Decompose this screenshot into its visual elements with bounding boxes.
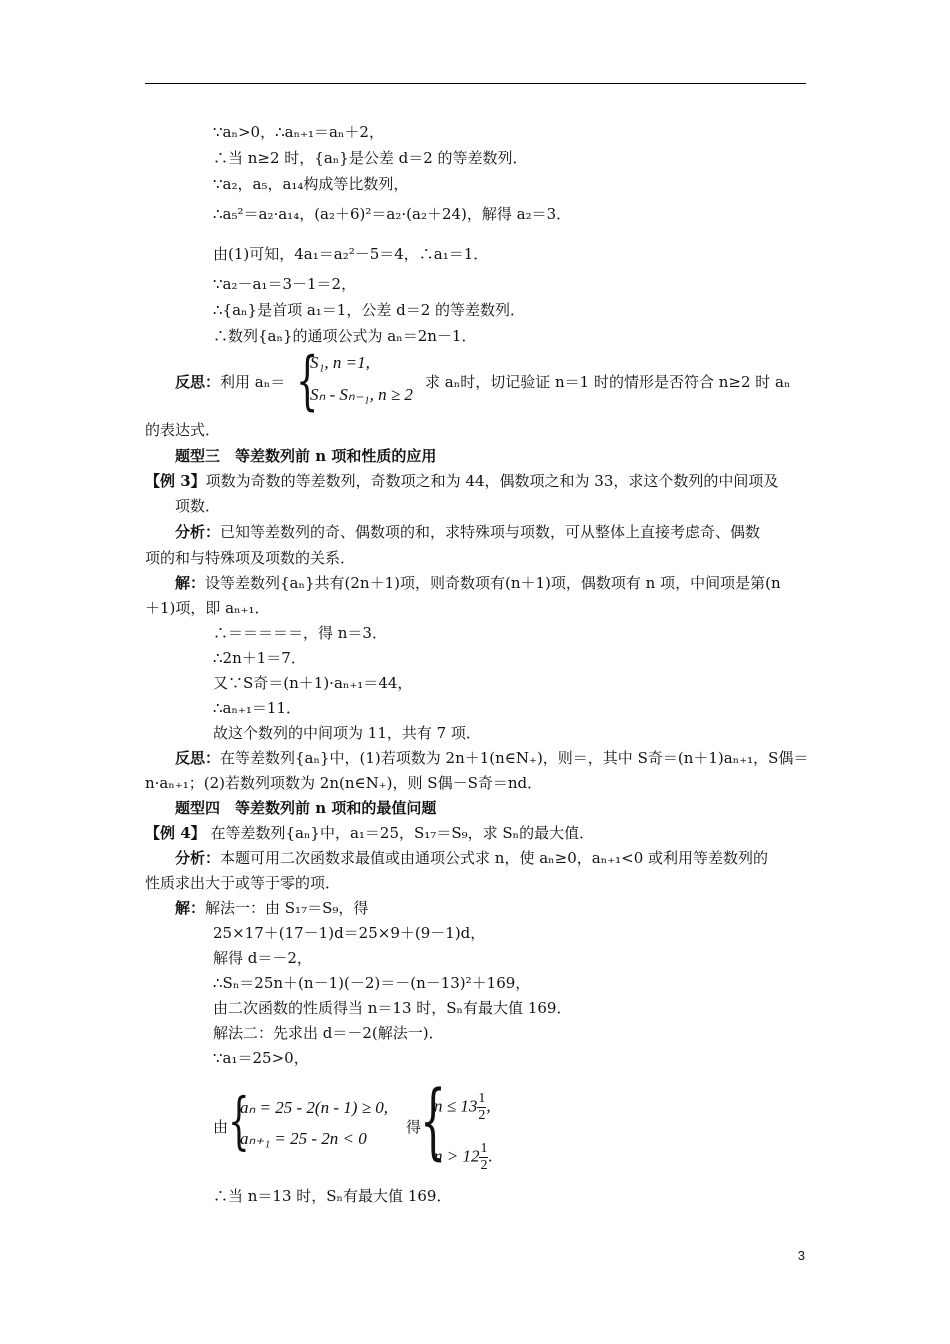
solution-line (175, 898, 368, 918)
solution-tag: 解： (175, 574, 206, 592)
example-text: 在等差数列{aₙ}中，a₁＝25，S₁₇＝S₉，求 Sₙ的最大值． (210, 824, 595, 842)
text-line: 求 aₙ时，切记验证 n＝1 时的情形是否符合 n≥2 时 aₙ (425, 373, 791, 391)
text-line: ∴{aₙ}是首项 a₁＝1，公差 d＝2 的等差数列． (213, 301, 526, 319)
analysis-text: 已知等差数列的奇、偶数项的和，求特殊项与项数，可从整体上直接考虑奇、偶数 (220, 523, 761, 541)
reflection-tag: 反思： (175, 373, 221, 391)
text-line: 解法二：先求出 d＝－2(解法一)． (213, 1024, 444, 1042)
solution-line (175, 573, 781, 593)
text-line: ∵a₂－a₁＝3－1＝2， (213, 275, 357, 293)
reflection-text: 在等差数列{aₙ}中，(1)若项数为 2n＋1(n∈N₊)，则＝，其中 S奇＝(n＋1)aₙ₊₁，S偶＝ (220, 749, 809, 767)
text-line: 解得 d＝－2， (213, 949, 312, 967)
fraction-denominator: 2 (480, 1158, 488, 1173)
fraction (477, 1091, 486, 1124)
text-line: 又∵S奇＝(n＋1)·aₙ₊₁＝44， (213, 674, 413, 692)
analysis-line (175, 848, 768, 868)
example-line (145, 823, 594, 843)
system-equation-line: Sₙ - Sₙ₋₁, n ≥ 2 (310, 385, 413, 404)
text-line: 由(1)可知，4a₁＝a₂²－5＝4，∴a₁＝1． (213, 245, 489, 263)
reflection-line (175, 372, 285, 392)
text-line: 故这个数列的中间项为 11，共有 7 项． (213, 724, 481, 742)
example-text: 项数为奇数的等差数列，奇数项之和为 44，偶数项之和为 33，求这个数列的中间项及 (205, 472, 779, 490)
text-line: ∴aₙ₊₁＝11． (213, 699, 301, 717)
text-line: 得 (406, 1118, 422, 1136)
text-line: 的表达式． (145, 421, 221, 439)
inequality-text: n ≤ 13 (434, 1096, 478, 1116)
example-tag: 【例 3】 (145, 472, 206, 490)
fraction-numerator: 1 (480, 1141, 488, 1156)
header-rule (145, 83, 806, 84)
left-brace: { (296, 344, 319, 418)
system-equation-line: aₙ₊₁ = 25 - 2n < 0 (240, 1129, 367, 1148)
system-inequality-line (434, 1091, 491, 1124)
solution-text: 设等差数列{aₙ}共有(2n＋1)项，则奇数项有(n＋1)项，偶数项有 n 项，中间项是第(n (205, 574, 781, 592)
analysis-text: 本题可用二次函数求最值或由通项公式求 n，使 aₙ≥0，aₙ₊₁<0 或利用等差数列的 (220, 849, 769, 867)
system-inequality-line (434, 1141, 493, 1174)
text-line: ∴2n＋1＝7． (213, 649, 306, 667)
inequality-text: n > 12 (434, 1146, 480, 1166)
text-line: ∵a₂，a₅，a₁₄构成等比数列， (213, 175, 409, 193)
text-line: ∵a₁＝25>0， (213, 1049, 309, 1067)
page-number: 3 (797, 1248, 805, 1263)
left-brace: { (228, 1084, 250, 1157)
example-tag: 【例 4】 (145, 824, 206, 842)
left-brace: { (420, 1074, 447, 1169)
text-line: n·aₙ₊₁；(2)若数列项数为 2n(n∈N₊)，则 S偶－S奇＝nd． (145, 774, 543, 792)
reflection-line (175, 748, 808, 768)
inequality-punct: , (486, 1096, 491, 1116)
section-heading: 题型三 等差数列前 n 项和性质的应用 (175, 447, 437, 465)
text-line: 项的和与特殊项及项数的关系． (145, 549, 356, 567)
inequality-punct: . (488, 1146, 493, 1166)
text-line: ∴当 n≥2 时，{aₙ}是公差 d＝2 的等差数列． (213, 149, 528, 167)
text-line: 项数． (175, 497, 221, 515)
text-line: ∴当 n＝13 时，Sₙ有最大值 169． (213, 1187, 452, 1205)
analysis-line (175, 522, 760, 542)
reflection-text: 利用 aₙ＝ (220, 373, 286, 391)
text-line: 由 (213, 1118, 229, 1136)
system-equation-line: aₙ = 25 - 2(n - 1) ≥ 0, (240, 1098, 388, 1117)
text-line: 性质求出大于或等于零的项． (145, 874, 341, 892)
section-heading: 题型四 等差数列前 n 项和的最值问题 (175, 799, 437, 817)
text-line: 由二次函数的性质得当 n＝13 时，Sₙ有最大值 169． (213, 999, 572, 1017)
solution-text: 解法一：由 S₁₇＝S₉，得 (205, 899, 369, 917)
solution-tag: 解： (175, 899, 206, 917)
system-equation-line: S₁, n =1, (310, 353, 370, 372)
text-line: ∵aₙ>0，∴aₙ₊₁＝aₙ＋2， (213, 123, 384, 141)
text-line: ∴＝＝＝＝＝，得 n＝3． (213, 624, 387, 642)
reflection-tag: 反思： (175, 749, 221, 767)
text-line: 25×17＋(17－1)d＝25×9＋(9－1)d， (213, 924, 486, 942)
text-line: ∴数列{aₙ}的通项公式为 aₙ＝2n－1． (213, 327, 477, 345)
text-line: ∴Sₙ＝25n＋(n－1)(－2)＝－(n－13)²＋169， (213, 974, 531, 992)
analysis-tag: 分析： (175, 849, 221, 867)
fraction-denominator: 2 (478, 1108, 486, 1123)
text-line: ∴a₅²＝a₂·a₁₄，(a₂＋6)²＝a₂·(a₂＋24)，解得 a₂＝3． (213, 205, 572, 223)
analysis-tag: 分析： (175, 523, 221, 541)
text-line: ＋1)项，即 aₙ₊₁． (145, 599, 270, 617)
fraction-numerator: 1 (478, 1091, 486, 1106)
example-line (145, 471, 778, 491)
